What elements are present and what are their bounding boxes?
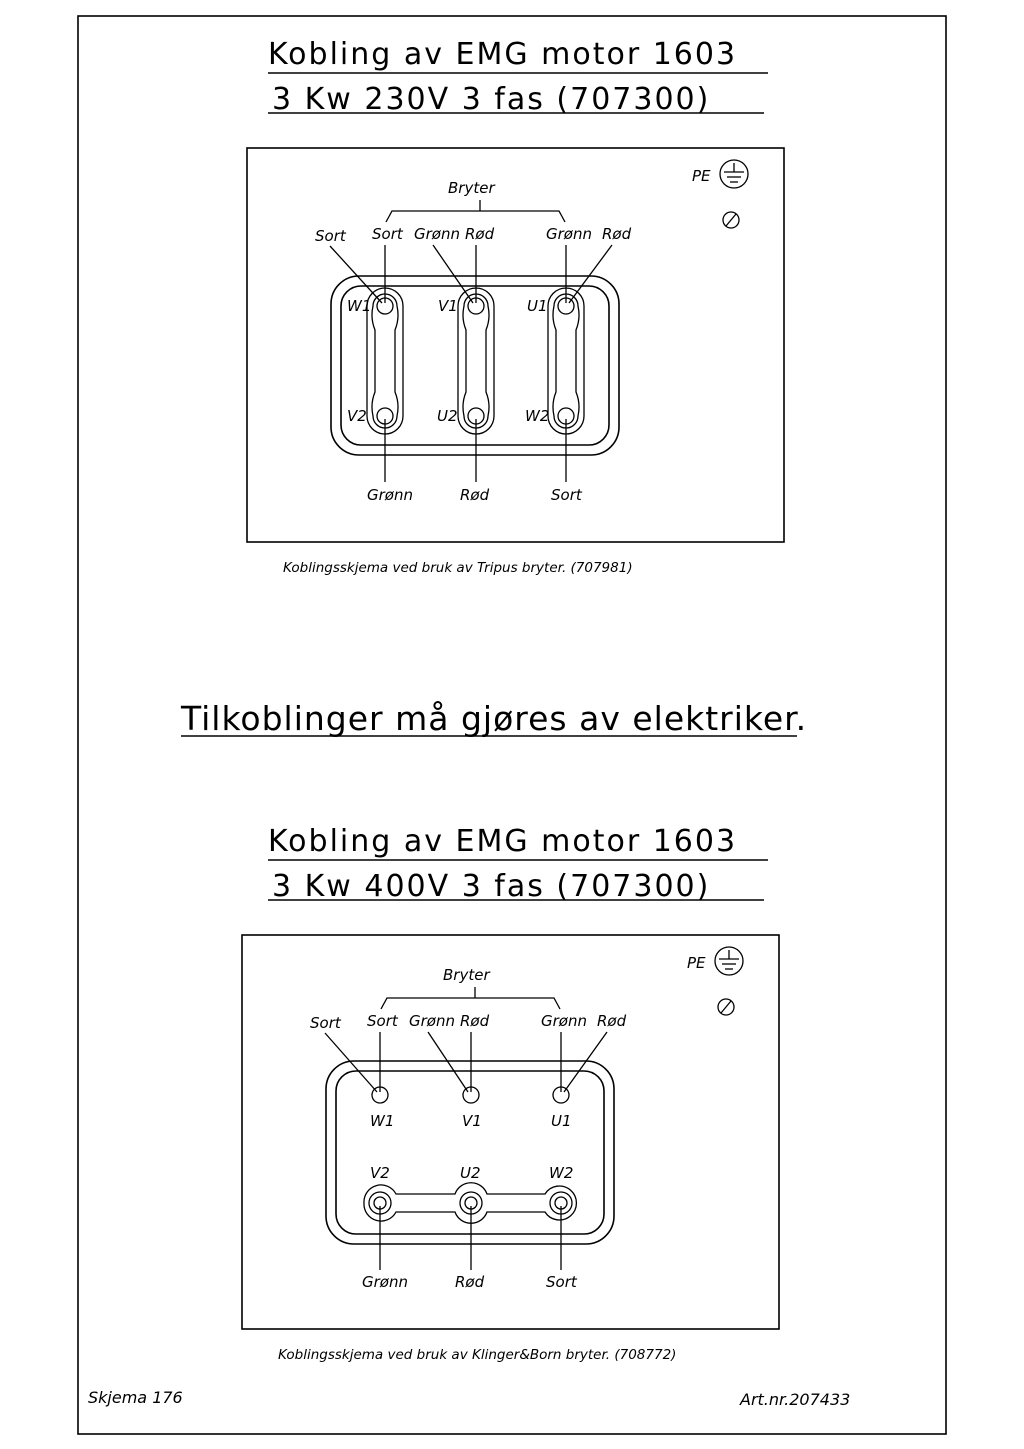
diagram1-caption: Koblingsskjema ved bruk av Tripus bryter. (707981) <box>283 560 633 576</box>
footer-article-number: Art.nr.207433 <box>740 1390 851 1409</box>
wire-label-top: Rød <box>465 225 495 243</box>
wire-label-top: Grønn <box>414 225 460 243</box>
ground-icon <box>715 947 743 975</box>
diagram1-title-line1: Kobling av EMG motor 1603 <box>268 37 738 72</box>
screw-icon <box>723 212 739 228</box>
diagram-230v <box>247 37 784 576</box>
terminal-label: V1 <box>462 1112 482 1130</box>
terminal-label: W2 <box>525 407 550 425</box>
terminal-label: U1 <box>551 1112 572 1130</box>
wire-label-bottom: Sort <box>551 486 582 504</box>
diagram2-title-line2: 3 Kw 400V 3 fas (707300) <box>272 869 711 904</box>
top-wires <box>325 1032 607 1092</box>
wire-label-top: Rød <box>460 1012 490 1030</box>
ground-icon <box>720 160 748 188</box>
wire-label-top: Sort <box>367 1012 398 1030</box>
wire-label-bottom: Rød <box>460 486 490 504</box>
diagram2-panel <box>242 935 779 1329</box>
terminal-label: U1 <box>527 297 548 315</box>
terminal-label: V1 <box>438 297 458 315</box>
wire-label-top: Grønn <box>409 1012 455 1030</box>
wire-label-top: Grønn <box>546 225 592 243</box>
screw-icon <box>718 999 734 1015</box>
wire-label-bottom: Grønn <box>367 486 413 504</box>
diagram2-title-line1: Kobling av EMG motor 1603 <box>268 824 738 859</box>
terminal-label: U2 <box>437 407 458 425</box>
wire-label-bottom: Grønn <box>362 1273 408 1291</box>
electrician-warning: Tilkoblinger må gjøres av elektriker. <box>181 699 808 738</box>
terminal-label: W2 <box>549 1164 574 1182</box>
wire-label-top: Sort <box>310 1014 341 1032</box>
terminal-label: W1 <box>370 1112 395 1130</box>
wire-label-top: Sort <box>372 225 403 243</box>
diagram2-switch-label: Bryter <box>443 966 490 984</box>
wire-label-top: Sort <box>315 227 346 245</box>
switch-bracket <box>381 998 560 1009</box>
terminal-label: V2 <box>370 1164 390 1182</box>
terminal-box-inner <box>341 286 609 445</box>
star-link-bar <box>364 1183 576 1224</box>
wire-label-bottom: Rød <box>455 1273 485 1291</box>
bottom-wires <box>380 1206 561 1270</box>
diagram1-panel <box>247 148 784 542</box>
diagram-400v <box>242 824 779 1363</box>
terminal-label: V2 <box>347 407 367 425</box>
wire-label-top: Grønn <box>541 1012 587 1030</box>
diagram2-caption: Koblingsskjema ved bruk av Klinger&Born bryter. (708772) <box>278 1347 677 1363</box>
terminal-label: U2 <box>460 1164 481 1182</box>
switch-bracket <box>386 211 565 222</box>
diagram1-title-line2: 3 Kw 230V 3 fas (707300) <box>272 82 711 117</box>
terminal-label: W1 <box>347 297 372 315</box>
wire-label-top: Rød <box>597 1012 627 1030</box>
wire-label-top: Rød <box>602 225 632 243</box>
terminal-studs <box>377 298 574 424</box>
diagram1-switch-label: Bryter <box>448 179 495 197</box>
bottom-wires <box>385 419 566 482</box>
wire-label-bottom: Sort <box>546 1273 577 1291</box>
diagram2-pe-label: PE <box>687 954 706 972</box>
diagram1-pe-label: PE <box>692 167 711 185</box>
footer-schema-number: Skjema 176 <box>88 1388 183 1407</box>
